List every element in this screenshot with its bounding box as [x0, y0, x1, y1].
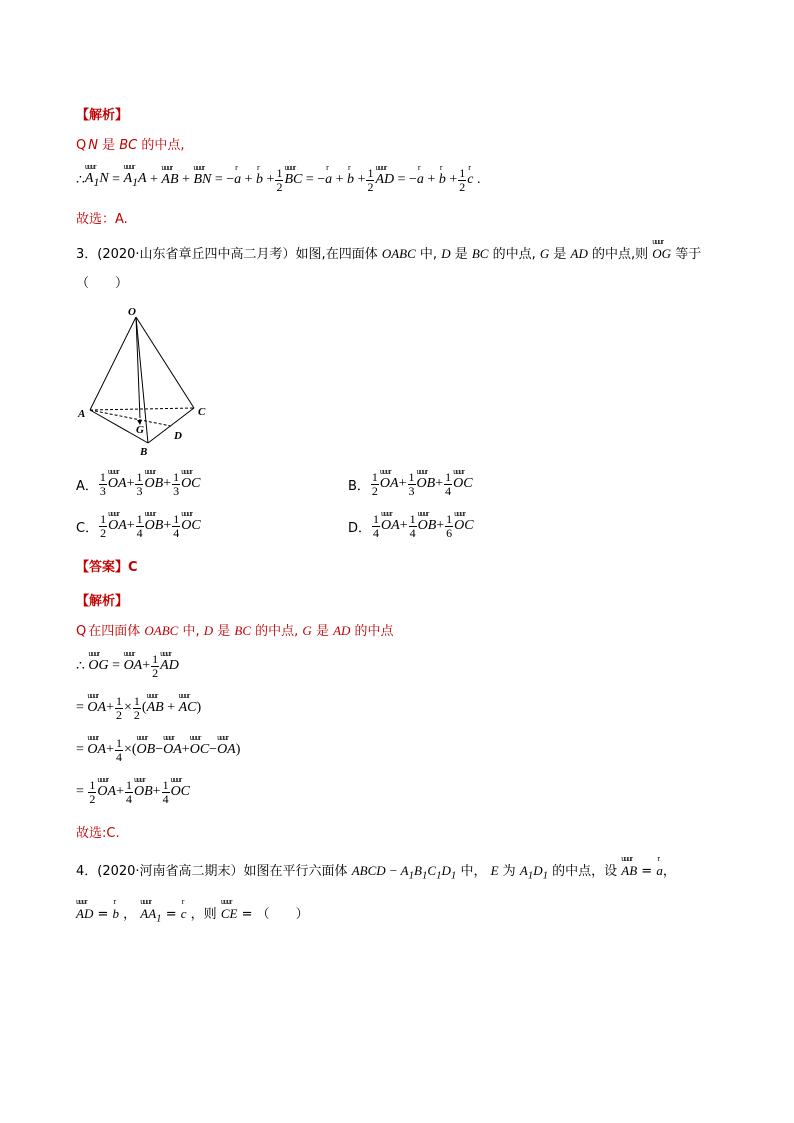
conclusion-1: 故选：A.	[76, 212, 128, 227]
midpoint-statement: Q N 是 BC 的中点,	[76, 138, 185, 153]
step-2: = uuur OA + $\frac{1}{2}$ × $\frac{1}{2}$ ( uuur AB + uuur AC )	[76, 690, 201, 726]
label-O: O	[128, 306, 136, 318]
q4-line2: uuur AD = r b ， uuur $AA_1 = r$ c ，则 uuur CE = （ ）	[76, 903, 309, 925]
analysis-tag-1: 【解析】	[76, 108, 129, 123]
label-B: B	[140, 446, 148, 458]
label-D: D	[174, 430, 182, 442]
answer-label: 【答案】C	[76, 560, 138, 575]
option-a[interactable]: A． $\frac{1}{3}$ uuur OA + $\frac{1}{3}$ uuur OB + $\frac{1}{3}$ uuur OC	[76, 466, 201, 502]
label-G: G	[136, 424, 144, 436]
q3-analysis-first: Q 在四面体 OABC 中, D 是 BC 的中点, G 是 AD 的中点	[76, 623, 394, 639]
label-A: A	[78, 408, 86, 420]
option-c[interactable]: C． $\frac{1}{2}$ uuur OA + $\frac{1}{4}$ uuur OB + $\frac{1}{4}$ uuur OC	[76, 508, 201, 544]
conclusion-2: 故选:C.	[76, 826, 120, 841]
q4-stem: 4．(2020·河南省高二期末）如图在平行六面体 ABCD − $A_1B_1C_1D_1$ 中， E 为 $A_1D_1$ 的中点，设 uuur AB = r a，	[76, 860, 676, 882]
step-1: ∴ uuur OG = uuur OA + $\frac{1}{2}$ uuur AD	[76, 648, 179, 684]
option-d[interactable]: D． $\frac{1}{4}$ uuur OA + $\frac{1}{4}$ uuur OB + $\frac{1}{6}$ uuur OC	[348, 508, 474, 544]
q3-stem: 3．(2020·山东省章丘四中高二月考）如图,在四面体 OABC 中, D 是 BC 的中点, G 是 AD 的中点,则 uuur OG 等于	[76, 243, 701, 262]
tetrahedron-figure	[70, 300, 220, 460]
step-4: = $\frac{1}{2}$ uuur OA + $\frac{1}{4}$ uuur OB + $\frac{1}{4}$ uuur OC	[76, 774, 190, 810]
q3-paren: （ ）	[76, 276, 129, 291]
analysis-tag-2: 【解析】	[76, 594, 129, 609]
step-3: = uuur OA + $\frac{1}{4}$ ×( uuur OB − uuur OA + uuur OC − uuur OA )	[76, 732, 240, 768]
label-C: C	[198, 406, 206, 418]
option-b[interactable]: B． $\frac{1}{2}$ uuur OA + $\frac{1}{3}$ uuur OB + $\frac{1}{4}$ uuur OC	[348, 466, 473, 502]
formula-line: ∴ uuur $A_1N$ = uuur $A_1A$ + uuur AB + uuur BN = − r a + r b + $\frac{1}{2}$ uuur BC = − r a + r b + $\frac{1}{2}$ uuur AD = − r a + r b + $\frac{1}{2}$ r c .	[76, 160, 480, 200]
